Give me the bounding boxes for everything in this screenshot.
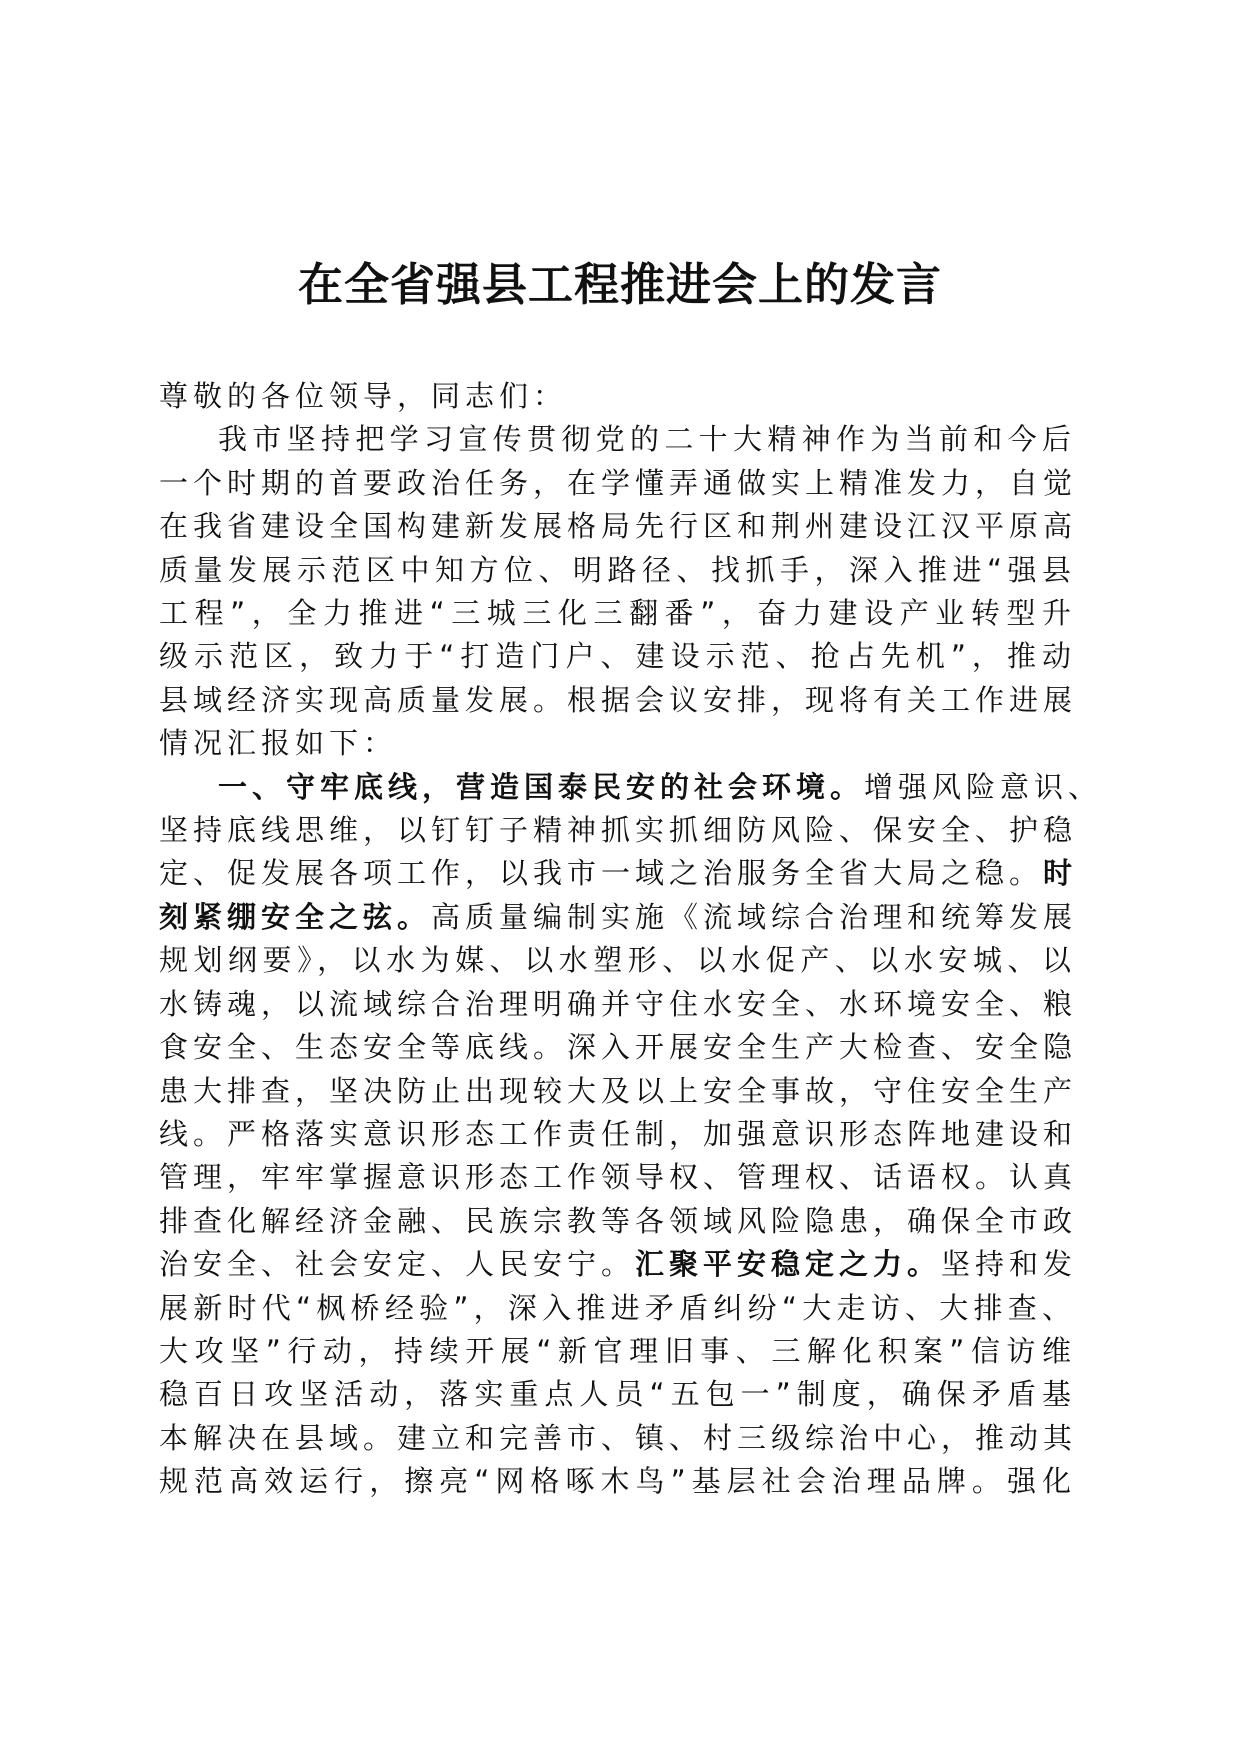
- text-run: 级示范区，致力于“打造门户、建设示范、抢占先机”，推动: [159, 639, 1076, 674]
- text-run: 县域经济实现高质量发展。根据会议安排，现将有关工作进展: [159, 682, 1078, 717]
- text-run: 稳百日攻坚活动，落实重点人员“五包一”制度，确保矛盾基: [159, 1377, 1076, 1412]
- text-run: 增强风险意识、: [864, 769, 1103, 804]
- text-run: 展新时代“枫桥经验”，深入推进矛盾纠纷“大走访、大排查、: [159, 1290, 1076, 1325]
- section-heading: 一、守牢底线，营造国泰民安的社会环境。: [218, 769, 865, 804]
- text-run: 我市坚持把学习宣传贯彻党的二十大精神作为当前和今后: [218, 422, 1076, 457]
- text-run: 治安全、社会安定、人民安宁。: [159, 1247, 636, 1282]
- text-run: 患大排查，坚决防止出现较大及以上安全事故，守住安全生产: [159, 1073, 1078, 1108]
- paragraph-line: [159, 896, 1076, 939]
- text-run: 情况汇报如下：: [159, 726, 398, 761]
- paragraph-line: [159, 1373, 1076, 1416]
- text-run: 管理，牢牢掌握意识形态工作领导权、管理权、话语权。认真: [159, 1160, 1078, 1195]
- paragraph-line: [159, 592, 1076, 635]
- paragraph-line: [159, 939, 1076, 982]
- text-run: 一个时期的首要政治任务，在学懂弄通做实上精准发力，自觉: [159, 465, 1078, 500]
- paragraph-line: [159, 1026, 1076, 1069]
- text-run: 坚持底线思维，以钉钉子精神抓实抓细防风险、保安全、护稳: [159, 813, 1078, 848]
- paragraph-line: [159, 549, 1076, 592]
- text-run: 食安全、生态安全等底线。深入开展安全生产大检查、安全隐: [159, 1030, 1078, 1065]
- paragraph-line: [159, 1287, 1076, 1330]
- paragraph-line: [159, 1070, 1076, 1113]
- document-title: 在全省强县工程推进会上的发言: [297, 258, 942, 311]
- text-run: 质量发展示范区中知方位、明路径、找抓手，深入推进“强县: [159, 552, 1076, 587]
- paragraph-line: [159, 809, 1076, 852]
- text-run: 大攻坚”行动，持续开展“新官理旧事、三解化积案”信访维: [159, 1333, 1076, 1368]
- text-run: 尊敬的各位领导，同志们：: [159, 379, 568, 413]
- paragraph-line: [159, 852, 1076, 895]
- text-run: 高质量编制实施《流域综合治理和统筹发展: [431, 899, 1078, 934]
- paragraph-line: [159, 418, 1076, 461]
- document-body: [159, 375, 1103, 1504]
- paragraph-line: [159, 1330, 1076, 1373]
- subheading-run: 汇聚平安稳定之力。: [635, 1247, 942, 1282]
- paragraph-line: [159, 505, 1076, 548]
- paragraph-line: [159, 635, 1076, 678]
- text-run: 本解决在县域。建立和完善市、镇、村三级综治中心，推动其: [159, 1420, 1078, 1455]
- text-run: 坚持和发: [941, 1247, 1078, 1282]
- text-run: 线。严格落实意识形态工作责任制，加强意识形态阵地建设和: [159, 1116, 1078, 1151]
- paragraph-line: [159, 1113, 1076, 1156]
- paragraph-line: [159, 462, 1076, 505]
- text-run: 水铸魂，以流域综合治理明确并守住水安全、水环境安全、粮: [159, 986, 1078, 1021]
- paragraph-line: [159, 983, 1076, 1026]
- paragraph-line: [159, 1200, 1076, 1243]
- paragraph-line: [159, 1243, 1076, 1286]
- salutation-line: [159, 375, 1076, 418]
- text-run: 规划纲要》，以水为媒、以水塑形、以水促产、以水安城、以: [159, 943, 1076, 978]
- text-run: 定、促发展各项工作，以我市一域之治服务全省大局之稳。: [159, 856, 1044, 891]
- text-run: 规范高效运行，擦亮“网格啄木鸟”基层社会治理品牌。强化: [159, 1464, 1076, 1499]
- paragraph-line: [159, 1460, 1076, 1503]
- paragraph-line: [159, 766, 1103, 809]
- subheading-run: 时: [1043, 856, 1078, 891]
- paragraph-line: [159, 1156, 1076, 1199]
- paragraph-line: [159, 722, 1076, 765]
- paragraph-line: [159, 679, 1076, 722]
- text-run: 在我省建设全国构建新发展格局先行区和荆州建设江汉平原高: [159, 509, 1078, 544]
- paragraph-line: [159, 1417, 1076, 1460]
- subheading-run: 刻紧绷安全之弦。: [159, 899, 432, 934]
- text-run: 工程”，全力推进“三城三化三翻番”，奋力建设产业转型升: [159, 596, 1076, 631]
- text-run: 排查化解经济金融、民族宗教等各领域风险隐患，确保全市政: [159, 1203, 1078, 1238]
